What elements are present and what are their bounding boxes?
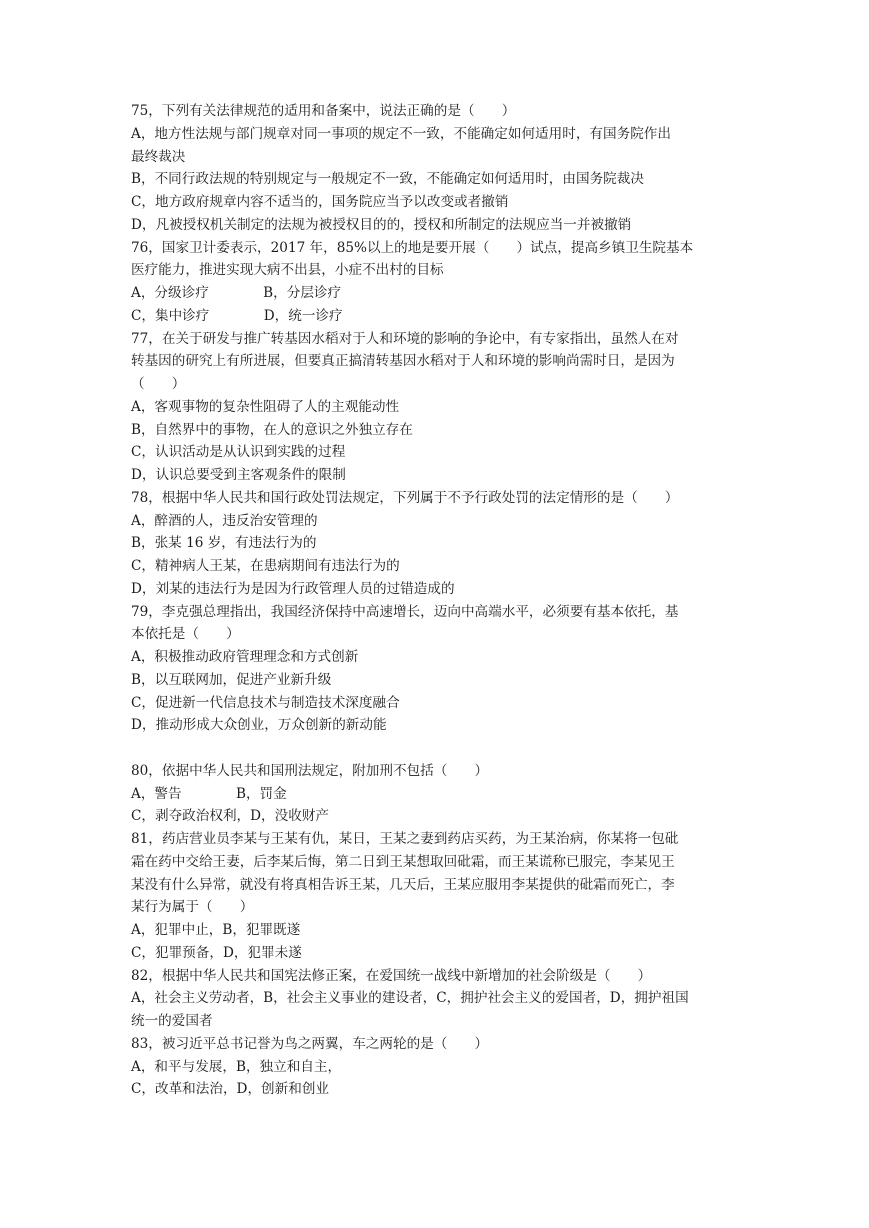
option-d: D，推动形成大众创业，万众创新的新动能 [131, 717, 387, 734]
option-d-continued: 统一的爱国者 [131, 1013, 213, 1029]
question-stem-continued: 某没有什么异常，就没有将真相告诉王某，几天后，王某应服用李某提供的砒霜而死亡，李 [131, 876, 675, 893]
option-b: B，不同行政法规的特别规定与一般规定不一致，不能确定如何适用时，由国务院裁决 [131, 171, 644, 188]
question-stem-continued: 医疗能力，推进实现大病不出县，小症不出村的目标 [131, 262, 444, 279]
question-80 [131, 760, 741, 828]
option-c: C，认识活动是从认识到实践的过程 [131, 444, 346, 461]
option-c: C，精神病人王某，在患病期间有违法行为的 [131, 558, 400, 574]
question-stem: 81，药店营业员李某与王某有仇，某日，王某之妻到药店买药，为王某治病，你某将一包砒 [131, 831, 679, 847]
document-page [131, 100, 741, 1101]
option-b: B，以互联网加，促进产业新升级 [131, 671, 332, 688]
question-78 [131, 487, 741, 601]
question-stem: 77，在关于研发与推广转基因水稻对于人和环境的影响的争论中，有专家指出，虽然人在对 [131, 330, 679, 347]
question-77 [131, 328, 741, 487]
question-79 [131, 601, 741, 738]
option-b: B，张某 16 岁，有违法行为的 [131, 535, 317, 552]
question-stem: 76，国家卫计委表示，2017 年，85%以上的地是要开展（ ）试点，提高乡镇卫生院基本 [131, 239, 694, 256]
option-c: C，促进新一代信息技术与制造技术深度融合 [131, 694, 400, 711]
blank-line [131, 737, 741, 760]
question-stem-continued: 转基因的研究上有所进展，但要真正搞清转基因水稻对于人和环境的影响尚需时日，是因为 [131, 353, 675, 370]
option-b: B，自然界中的事物，在人的意识之外独立存在 [131, 421, 413, 438]
question-stem-continued: 某行为属于（ ） [131, 899, 254, 916]
question-82 [131, 965, 741, 1033]
options-a-b: A，犯罪中止，B，犯罪既遂 [131, 922, 301, 938]
options-c-d: C，犯罪预备，D，犯罪未遂 [131, 944, 302, 961]
options-a-to-d: A，社会主义劳动者，B，社会主义事业的建设者，C，拥护社会主义的爱国者，D，拥护祖国 [131, 990, 689, 1007]
option-a: A，积极推动政府管理理念和方式创新 [131, 649, 359, 665]
options-a-b: A，警告 B，罚金 [131, 785, 287, 802]
option-a: A，客观事物的复杂性阻碍了人的主观能动性 [131, 398, 400, 415]
options-a-b: A，和平与发展，B，独立和自主， [131, 1058, 342, 1075]
option-d: D，刘某的违法行为是因为行政管理人员的过错造成的 [131, 580, 455, 597]
options-a-b: A，分级诊疗 B，分层诊疗 [131, 285, 342, 301]
option-a: A，地方性法规与部门规章对同一事项的规定不一致，不能确定如何适用时，有国务院作出 [131, 125, 671, 142]
question-stem: 83，被习近平总书记誉为鸟之两翼，车之两轮的是（ ） [131, 1035, 489, 1052]
question-stem: 80，依据中华人民共和国刑法规定，附加刑不包括（ ） [131, 762, 489, 779]
option-d: D，认识总要受到主客观条件的限制 [131, 467, 346, 483]
options-c-d: C，集中诊疗 D，统一诊疗 [131, 307, 343, 324]
question-stem-continued: 本依托是（ ） [131, 626, 240, 643]
question-stem: 75，下列有关法律规范的适用和备案中，说法正确的是（ ） [131, 103, 516, 119]
question-stem: 78，根据中华人民共和国行政处罚法规定，下列属于不予行政处罚的法定情形的是（ ） [131, 489, 679, 506]
option-a: A，醉酒的人，违反治安管理的 [131, 512, 318, 529]
answer-blank: （ ） [131, 376, 186, 392]
question-83 [131, 1033, 741, 1101]
question-stem: 82，根据中华人民共和国宪法修正案，在爱国统一战线中新增加的社会阶级是（ ） [131, 967, 652, 984]
question-76 [131, 237, 741, 328]
options-c-d: C，改革和法治，D，创新和创业 [131, 1081, 330, 1098]
option-a-continued: 最终裁决 [131, 148, 186, 165]
options-c-d: C，剥夺政治权利，D，没收财产 [131, 808, 330, 825]
option-d: D，凡被授权机关制定的法规为被授权目的的，授权和所制定的法规应当一并被撤销 [131, 216, 632, 233]
question-stem-continued: 霜在药中交给王妻，后李某后悔，第二日到王某想取回砒霜，而王某谎称已服完，李某见王 [131, 853, 675, 870]
question-stem: 79，李克强总理指出，我国经济保持中高速增长，迈向中高端水平，必须要有基本依托，基 [131, 603, 679, 620]
question-81 [131, 828, 741, 965]
option-c: C，地方政府规章内容不适当的，国务院应当予以改变或者撤销 [131, 194, 509, 210]
question-75 [131, 100, 741, 237]
